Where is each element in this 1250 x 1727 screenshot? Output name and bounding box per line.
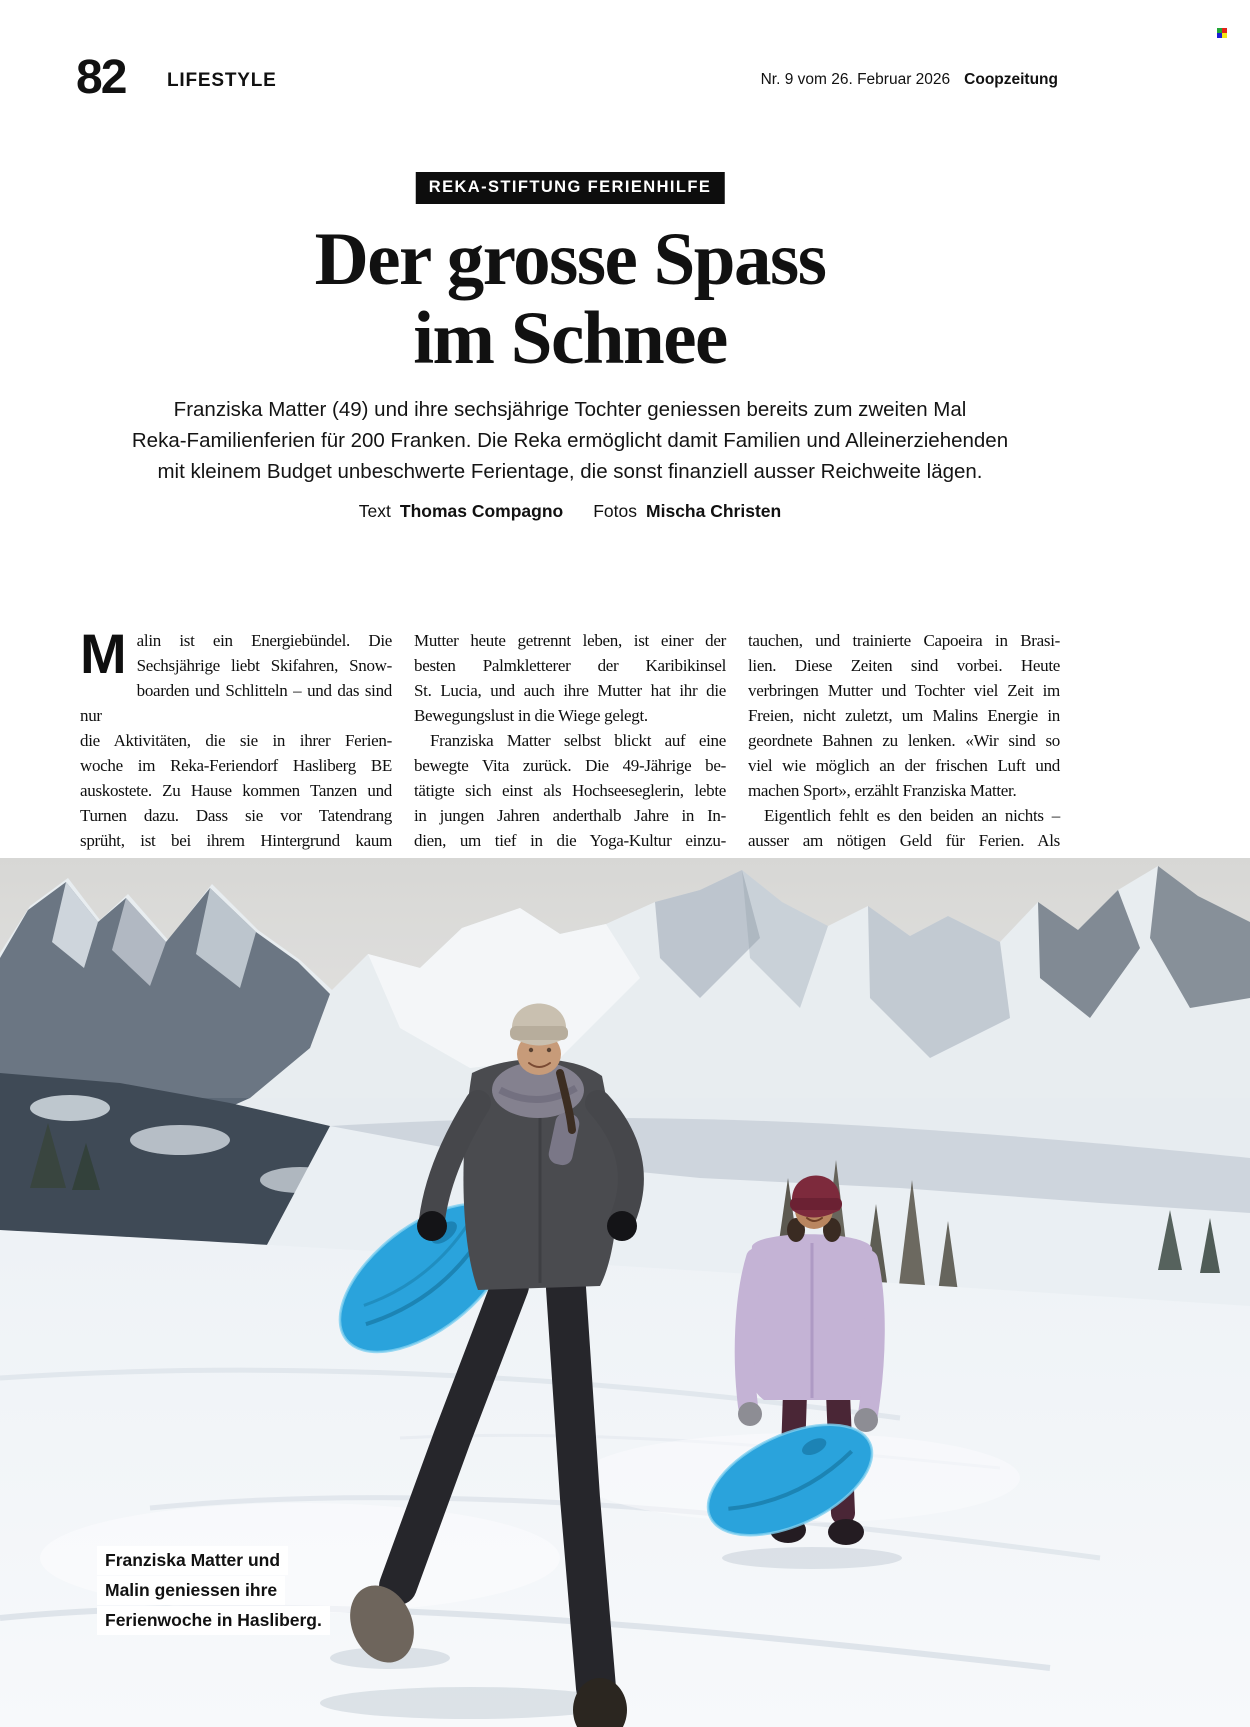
byline-photos-author: Mischa Christen (646, 501, 782, 521)
section-label: LIFESTYLE (167, 70, 277, 91)
article-lead: Franziska Matter (49) und ihre sechsjährige Tochter geniessen bereits zum zweiten Mal Reka-Familienferien für 200 Franken. Die Reka ermöglicht damit Familien und Alleinerziehenden mit kleinem Budget unbeschwerte Ferientage, die sonst finanziell ausser Reichweite lägen. (131, 398, 1009, 483)
child-glove (854, 1408, 878, 1432)
article-photo (0, 858, 1250, 1727)
child-glove (738, 1402, 762, 1426)
article-kicker: REKA-STIFTUNG FERIENHILFE (416, 172, 725, 204)
header-issue-line (0, 71, 1058, 89)
child-arm (868, 1260, 875, 1414)
article-body (80, 622, 1062, 878)
child-boot (828, 1519, 864, 1545)
print-registration-mark-icon (1217, 28, 1227, 38)
article-byline (0, 501, 1140, 522)
body-column-3: tauchen, und trainierte Capoeira in Brasi- lien. Diese Zeiten sind vorbei. Heute verbringen Mutter und Tochter viel Zeit im Freien, nicht zuletzt, um Malins Energie in geordnete Bahnen zu lenken. «Wir sind so viel wie möglich an der frischen Luft und machen Sport», erzählt Franziska Matter. Eigentlich fehlt es den beiden an nichts – ausser am nötigen Geld für Ferien. Als (748, 631, 1060, 850)
body-column-2: Mutter heute getrennt leben, ist einer der besten Palmkletterer der Karibikinsel St. Lucia, und auch ihre Mutter hat ihr die Bewegungslust in die Wiege gelegt. Franziska Matter selbst blickt auf eine bewegte Vita zurück. Die 49-Jährige be- tätigte sich einst als Hochseeseglerin, lebte in jungen Jahren anderthalb Jahre in In- dien, um tief in die Yoga-Kultur einzu- (414, 631, 726, 850)
child-arm (745, 1258, 756, 1406)
page-number: 82 (76, 51, 126, 104)
mother-glove (417, 1211, 447, 1241)
snow-slope (0, 1230, 1250, 1727)
mother-glove (607, 1211, 637, 1241)
reg-square-yellow (1222, 33, 1227, 38)
publication-name: Coopzeitung (964, 71, 1058, 88)
byline-photos-label: Fotos (593, 501, 638, 521)
dropcap-letter: M (80, 622, 127, 685)
article-title: Der grosse Spass im Schnee (314, 218, 826, 380)
issue-info: Nr. 9 vom 26. Februar 2026 (760, 71, 951, 88)
photo-caption: Franziska Matter und Malin geniessen ihre Ferienwoche in Hasliberg. (97, 1546, 330, 1636)
byline-text-author: Thomas Compagno (399, 501, 564, 521)
byline-text-label: Text (358, 501, 391, 521)
body-column-1: M alin ist ein Energiebündel. Die Sechsjährige liebt Skifahren, Snow- boarden und Schlitteln – und das sind nur die Aktivitäten, die sie in ihrer Ferien- woche im Reka-Feriendorf Hasliberg BE auskostete. Zu Hause kommen Tanzen und Turnen dazu. Dass sie vor Tatendrang sprüht, ist bei ihrem Hintergrund kaum (80, 622, 392, 850)
